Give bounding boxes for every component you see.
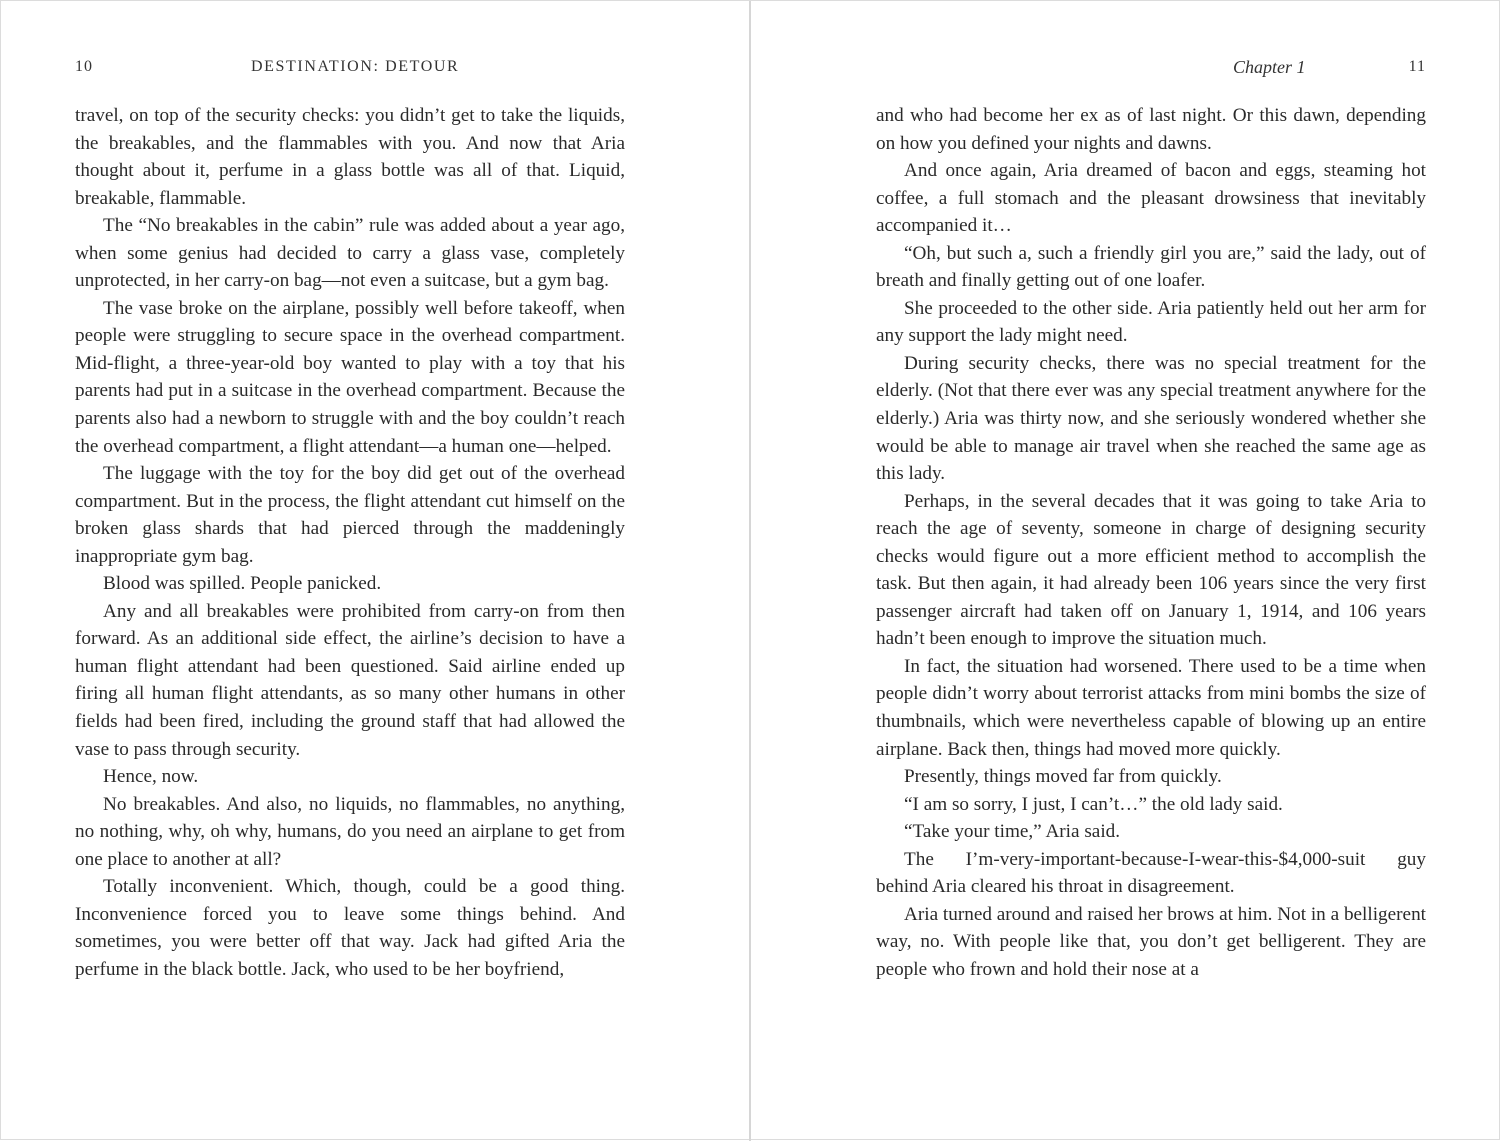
right-page-body	[876, 102, 1426, 984]
paragraph: “Oh, but such a, such a friendly girl you are,” said the lady, out of breath and finally getting out of one loafer.	[876, 242, 1426, 292]
paragraph: And once again, Aria dreamed of bacon and eggs, steaming hot coffee, a full stomach and the pleasant drowsiness that inevitably accompanied it…	[876, 160, 1426, 237]
paragraph: In fact, the situation had worsened. There used to be a time when people didn’t worry about terrorist attacks from mini bombs the size of thumbnails, which were nevertheless capable of blowing up an entire airplane. Back then, things had moved more quickly.	[876, 655, 1426, 760]
paragraph: Any and all breakables were prohibited from carry-on from then forward. As an additional side effect, the airline’s decision to have a human flight attendant had been questioned. Said airline ended up firing all human flight attendants, as so many other humans in other fields had been fired, including the ground staff that had allowed the vase to pass through security.	[75, 600, 625, 760]
paragraph: The “No breakables in the cabin” rule was added about a year ago, when some genius had decided to carry a glass vase, completely unprotected, in her carry-on bag—not even a suitcase, but a gym bag.	[75, 215, 625, 292]
paragraph: and who had become her ex as of last night. Or this dawn, depending on how you defined your nights and dawns.	[876, 105, 1426, 154]
left-page-header	[75, 55, 625, 79]
paragraph: travel, on top of the security checks: you didn’t get to take the liquids, the breakables, and the flammables with you. And now that Aria thought about it, perfume in a glass bottle was all of that. Liquid, breakable, flammable.	[75, 105, 625, 209]
paragraph: Aria turned around and raised her brows at him. Not in a belligerent way, no. With people like that, you don’t get belligerent. They are people who frown and hold their nose at a	[876, 903, 1426, 980]
paragraph: The vase broke on the airplane, possibly well before takeoff, when people were struggling to secure space in the overhead compartment. Mid-flight, a three-year-old boy wanted to play with a toy that his parents had put in a suitcase in the overhead compartment. Because the parents also had a newborn to struggle with and the boy couldn’t reach the overhead compartment, a flight attendant—a human one—helped.	[75, 297, 625, 457]
paragraph: Hence, now.	[103, 766, 199, 788]
running-title-book: DESTINATION: DETOUR	[251, 58, 460, 75]
paragraph: Blood was spilled. People panicked.	[103, 573, 382, 595]
right-page	[751, 1, 1500, 1141]
paragraph: During security checks, there was no special treatment for the elderly. (Not that there ever was any special treatment anywhere for the elderly.) Aria was thirty now, and she seriously wondered whether she would be able to manage air travel when she reached the same age as this lady.	[876, 352, 1426, 485]
paragraph: “Take your time,” Aria said.	[904, 821, 1121, 843]
running-title-chapter: Chapter 1	[1233, 57, 1306, 77]
paragraph: Totally inconvenient. Which, though, could be a good thing. Inconvenience forced you to leave some things behind. And sometimes, you were better off that way. Jack had gifted Aria the perfume in the black bottle. Jack, who used to be her boyfriend,	[75, 876, 625, 980]
right-page-header	[876, 55, 1426, 79]
paragraph: Presently, things moved far from quickly.	[904, 766, 1222, 788]
left-page	[1, 1, 749, 1141]
left-page-body	[75, 102, 625, 984]
paragraph: The I’m-very-important-because-I-wear-this-$4,000-suit guy behind Aria cleared his throat in disagreement.	[876, 848, 1426, 898]
paragraph: “I am so sorry, I just, I can’t…” the old lady said.	[904, 793, 1283, 815]
paragraph: Perhaps, in the several decades that it was going to take Aria to reach the age of seventy, someone in charge of designing security checks would figure out a more efficient method to accomplish the task. But then again, it had already been 106 years since the very first passenger aircraft had taken off on January 1, 1914, and 106 years hadn’t been enough to improve the situation much.	[876, 490, 1426, 650]
paragraph: No breakables. And also, no liquids, no flammables, no anything, no nothing, why, oh why, humans, do you need an airplane to get from one place to another at all?	[75, 793, 625, 870]
paragraph: She proceeded to the other side. Aria patiently held out her arm for any support the lady might need.	[876, 297, 1426, 347]
page-number-right: 11	[1408, 58, 1426, 75]
paragraph: The luggage with the toy for the boy did get out of the overhead compartment. But in the process, the flight attendant cut himself on the broken glass shards that had pierced through the maddeningly inappropriate gym bag.	[75, 463, 625, 567]
page-number-left: 10	[75, 58, 93, 75]
